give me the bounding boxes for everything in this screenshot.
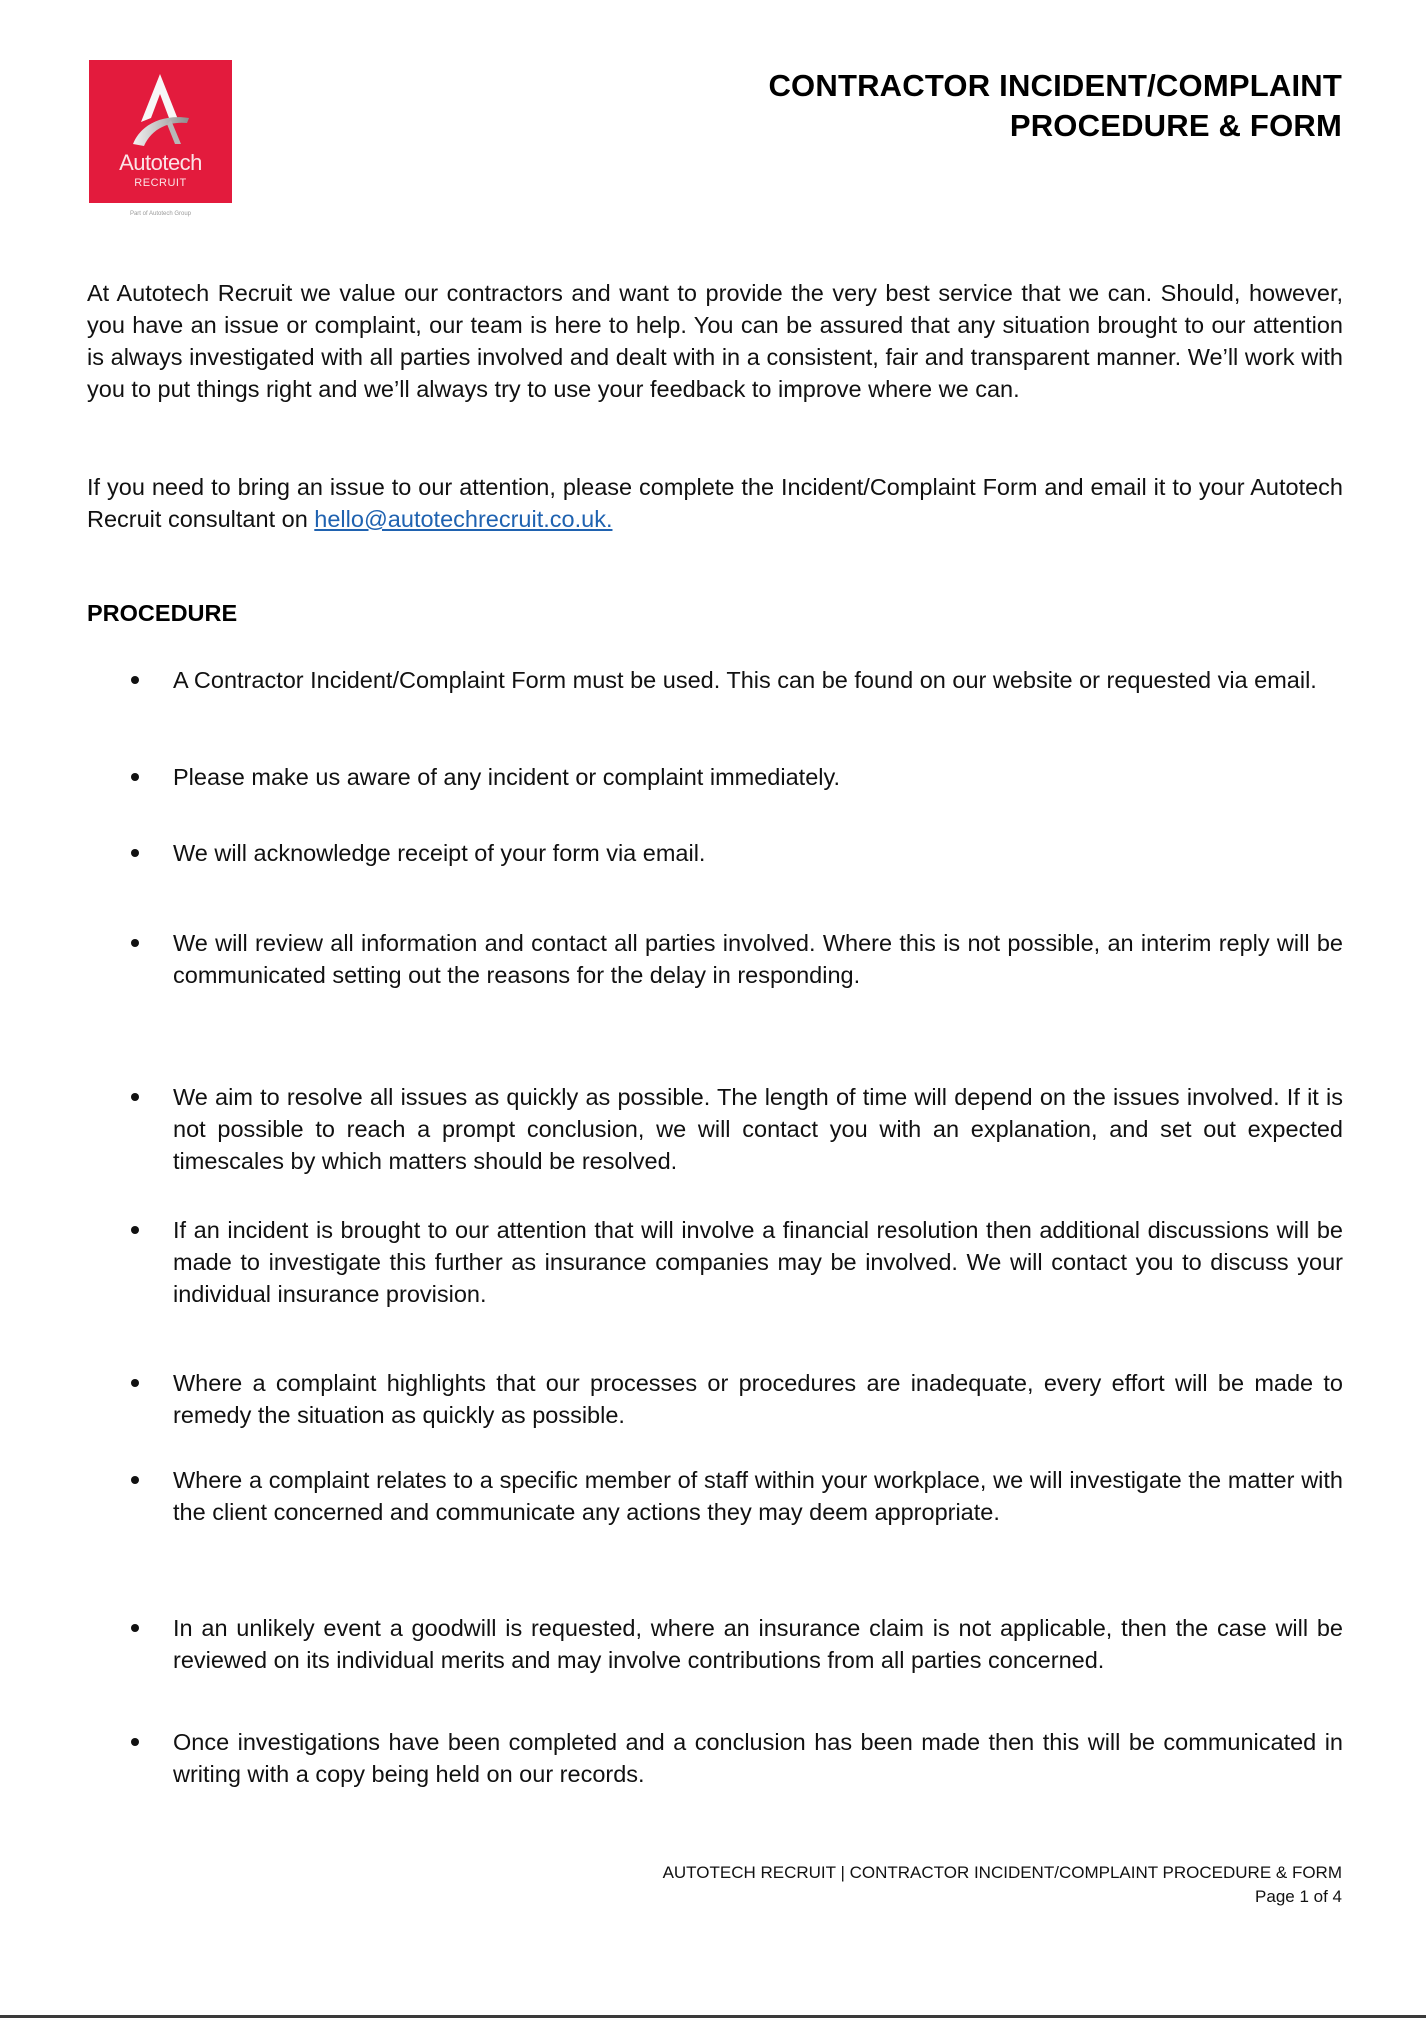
bullet-icon: [131, 1226, 139, 1234]
procedure-item-text: Where a complaint highlights that our processes or procedures are inadequate, every effort will be made to remedy the situation as quickly as possible.: [173, 1370, 1343, 1428]
footer-document-name: AUTOTECH RECRUIT | CONTRACTOR INCIDENT/COMPLAINT PROCEDURE & FORM: [662, 1863, 1342, 1882]
procedure-item-text: We will acknowledge receipt of your form via email.: [173, 840, 706, 866]
bullet-icon: [131, 676, 139, 684]
procedure-item-text: Please make us aware of any incident or complaint immediately.: [173, 764, 841, 790]
company-logo: [89, 60, 232, 203]
procedure-list-item: [87, 1081, 1343, 1177]
document-title: [768, 66, 1342, 146]
bullet-icon: [131, 1624, 139, 1632]
bullet-icon: [131, 1738, 139, 1746]
procedure-list-item: [87, 1214, 1343, 1310]
bullet-icon: [131, 773, 139, 781]
bullet-icon: [131, 849, 139, 857]
intro-paragraph-2-text: If you need to bring an issue to our attention, please complete the Incident/Complaint Form and email it to your Autotech Recruit consultant on: [87, 474, 1343, 532]
logo-brand-text: Autotech: [119, 150, 202, 175]
title-line-2: PROCEDURE & FORM: [1009, 108, 1342, 143]
procedure-list-item: [87, 1726, 1343, 1790]
procedure-item-text: A Contractor Incident/Complaint Form must be used. This can be found on our website or requested via email.: [173, 667, 1317, 693]
bullet-icon: [131, 1379, 139, 1387]
contact-email-link[interactable]: hello@autotechrecruit.co.uk.: [314, 506, 613, 532]
procedure-item-text: Once investigations have been completed and a conclusion has been made then this will be communicated in writing with a copy being held on our records.: [173, 1729, 1343, 1787]
procedure-list-item: [87, 837, 1343, 869]
procedure-list-item: [87, 1367, 1343, 1431]
intro-paragraph-1: At Autotech Recruit we value our contractors and want to provide the very best service that we can. Should, however, you have an issue or complaint, our team is here to help. You can be assured that any situation brought to our attention is always investigated with all parties involved and dealt with in a consistent, fair and transparent manner. We’ll work with you to put things right and we’ll always try to use your feedback to improve where we can.: [87, 280, 1343, 402]
procedure-item-text: Where a complaint relates to a specific member of staff within your workplace, we will investigate the matter with the client concerned and communicate any actions they may deem appropriate.: [173, 1467, 1343, 1525]
procedure-list-item: [87, 664, 1343, 696]
bullet-icon: [131, 1476, 139, 1484]
title-line-1: CONTRACTOR INCIDENT/COMPLAINT: [768, 68, 1342, 103]
page-footer: [663, 1861, 1342, 1909]
logo-sub-text: RECRUIT: [134, 177, 187, 189]
procedure-list-item: [87, 761, 1343, 793]
procedure-item-text: We aim to resolve all issues as quickly as possible. The length of time will depend on the issues involved. If it is not possible to reach a prompt conclusion, we will contact you with an explanation, and set out expected timescales by which matters should be resolved.: [173, 1084, 1343, 1174]
procedure-item-text: We will review all information and contact all parties involved. Where this is not possible, an interim reply will be communicated setting out the reasons for the delay in responding.: [173, 930, 1343, 988]
logo-tagline: Part of Autotech Group: [129, 211, 192, 217]
bullet-icon: [131, 1093, 139, 1101]
procedure-heading: PROCEDURE: [87, 600, 238, 626]
bullet-icon: [131, 939, 139, 947]
page-number: Page 1 of 4: [1255, 1887, 1342, 1906]
procedure-list-item: [87, 927, 1343, 991]
procedure-item-text: If an incident is brought to our attention that will involve a financial resolution then additional discussions will be made to investigate this further as insurance companies may be involved. We will contact you to discuss your individual insurance provision.: [173, 1217, 1343, 1307]
procedure-list-item: [87, 1464, 1343, 1528]
intro-paragraph-2: [87, 471, 1343, 535]
procedure-list-item: [87, 1612, 1343, 1676]
procedure-item-text: In an unlikely event a goodwill is requested, where an insurance claim is not applicable, then the case will be reviewed on its individual merits and may involve contributions from all parties concerned.: [173, 1615, 1343, 1673]
